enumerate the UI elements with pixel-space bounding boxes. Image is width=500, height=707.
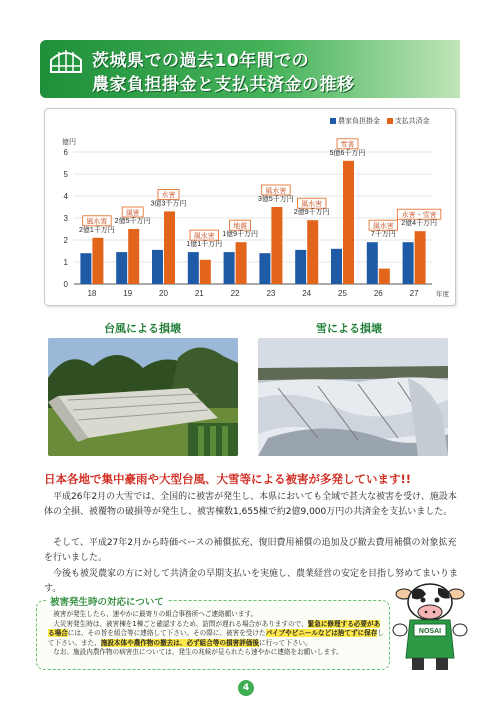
notice-highlight-keep: パイプやビニールなどは捨てずに保存: [265, 629, 378, 638]
bar-payout: [379, 269, 390, 284]
annotation-amount: 2億9千万円: [293, 209, 330, 217]
annotation-tag: 風水害: [372, 223, 394, 230]
bar-premium: [367, 242, 378, 284]
annotation-amount: 2億1千万円: [79, 226, 115, 234]
annotation-tag: 風害: [125, 209, 140, 217]
bar-payout: [343, 161, 354, 284]
chart-legend: [330, 116, 430, 126]
x-tick-label: 23: [266, 289, 276, 298]
y-tick-label: 6: [63, 148, 68, 157]
snow-damage-photo: [258, 338, 448, 456]
y-tick-label: 3: [63, 214, 68, 223]
bar-premium: [188, 252, 199, 284]
x-tick-label: 21: [194, 289, 204, 298]
paragraph-1-text: 平成26年2月の大雪では、全国的に被害が発生し、本県においても全域で甚大な被害を受け、施設本体の全損、被覆物の破損等が発生し、被害棟数1,655棟で約2億9,000万円の共済金を支払いました。: [44, 492, 457, 517]
notice-highlight-repair: 緊急に修理する必要がある場合: [48, 619, 381, 638]
x-tick-label: 24: [302, 289, 312, 298]
bar-payout: [271, 207, 282, 284]
x-tick-label: 19: [123, 289, 133, 298]
x-tick-label: 20: [159, 289, 168, 298]
annotation-amount: 1億9千万円: [222, 231, 258, 239]
annotation-amount: 2億5千万円: [114, 218, 151, 225]
typhoon-caption: 台風による損壊: [104, 322, 181, 335]
bar-payout: [128, 229, 139, 284]
annotation-tag: 風水害: [86, 218, 108, 226]
legend-label-payout: 支払共済金: [394, 117, 430, 125]
bar-payout: [200, 260, 211, 284]
legend-swatch-payout: [387, 118, 393, 124]
bar-premium: [224, 252, 235, 284]
bar-payout: [415, 231, 426, 284]
notice-highlight-removal: 施設本体や農作物の撤去は、必ず組合等の損害評価後: [100, 638, 259, 647]
x-tick-label: 25: [338, 289, 347, 298]
bar-premium: [295, 250, 306, 284]
annotation-amount: 7千万円: [370, 231, 396, 239]
notice-line-2c: には、その旨を組合等に連絡して下さい。その際に、被害を受けた: [67, 629, 266, 638]
annotation-amount: 5億6千万円: [329, 149, 366, 157]
annotation-amount: 3億3千万円: [150, 200, 187, 208]
notice-line-1: 被害が発生したら、速やかに最寄りの組合事務所へご連絡願います。: [53, 610, 258, 618]
y-tick-label: 1: [63, 258, 68, 267]
notice-line-2e: して下さい。また、: [48, 629, 384, 647]
annotation-amount: 3億5千万円: [258, 196, 294, 203]
y-unit-label: 億円: [62, 139, 76, 146]
bar-chart: [44, 130, 454, 302]
annotation-tag: 雪害: [340, 141, 355, 149]
notice-line-2g: に行って下さい。: [259, 638, 312, 647]
notice-text: [48, 610, 384, 658]
greenhouse-icon: [48, 46, 84, 76]
notice-line-2: [48, 620, 384, 649]
page-title-line1: 茨城県での過去10年間での: [92, 51, 310, 71]
bar-payout: [307, 220, 318, 284]
annotation-amount: 1億1千万円: [186, 241, 223, 249]
bar-payout: [92, 238, 103, 284]
annotation-tag: 風水害: [265, 187, 287, 195]
annotation-tag: 風水害: [193, 232, 215, 240]
bar-payout: [236, 242, 247, 284]
notice-title: 被害発生時の対応について: [46, 594, 168, 608]
y-tick-label: 0: [63, 280, 68, 289]
typhoon-damage-photo: [48, 338, 238, 456]
annotation-tag: 水害: [161, 192, 176, 200]
bar-premium: [403, 242, 414, 284]
y-tick-label: 2: [63, 236, 68, 245]
page-title-line2: 農家負担掛金と支払共済金の推移: [92, 75, 355, 95]
bar-premium: [80, 253, 91, 284]
paragraph-1: [44, 490, 460, 520]
x-tick-label: 18: [87, 289, 97, 298]
y-tick-label: 4: [63, 192, 68, 201]
annotation-tag: 地震: [233, 223, 248, 230]
mascot-label: NOSAI: [418, 628, 442, 635]
paragraph-3-text: 今後も被災農家の方に対して共済金の早期支払いを実施し、農業経営の安定を目指し努めてまいります。: [44, 569, 459, 594]
legend-swatch-premium: [330, 118, 336, 124]
annotation-tag: 風水害: [301, 201, 323, 208]
x-tick-label: 26: [373, 289, 383, 298]
annotation-tag: 水害・雪害: [401, 212, 437, 219]
page-number: 4: [238, 680, 254, 696]
legend-label-premium: 農家負担掛金: [338, 117, 380, 125]
x-tick-label: 27: [409, 289, 419, 298]
notice-line-2a: 大災害発生時は、被害棟を1棟ごと確認するため、訪問が遅れる場合がありますので、: [53, 619, 308, 628]
bar-premium: [152, 250, 163, 284]
paragraph-2: [44, 536, 460, 566]
headline: 日本各地で集中豪雨や大型台風、大雪等による被害が多発しています!!: [44, 472, 411, 486]
bar-premium: [331, 249, 342, 284]
x-tick-label: 22: [230, 289, 240, 298]
bar-premium: [116, 252, 127, 284]
snow-caption: 雪による損壊: [316, 322, 382, 335]
cow-mascot-icon: [392, 580, 468, 672]
y-tick-label: 5: [63, 170, 68, 179]
bar-premium: [259, 253, 270, 284]
annotation-amount: 2億4千万円: [401, 220, 437, 228]
paragraph-2-text: そして、平成27年2月から時価ベースの補償拡充、復旧費用補償の追加及び撤去費用補償の対象拡充を行いました。: [44, 538, 457, 563]
x-unit-label: 年度: [436, 291, 449, 298]
bar-payout: [164, 211, 175, 284]
notice-line-3: なお、施設内農作物の病害虫については、発生の兆候が見られたら速やかに連絡をお願いします。: [53, 648, 343, 657]
